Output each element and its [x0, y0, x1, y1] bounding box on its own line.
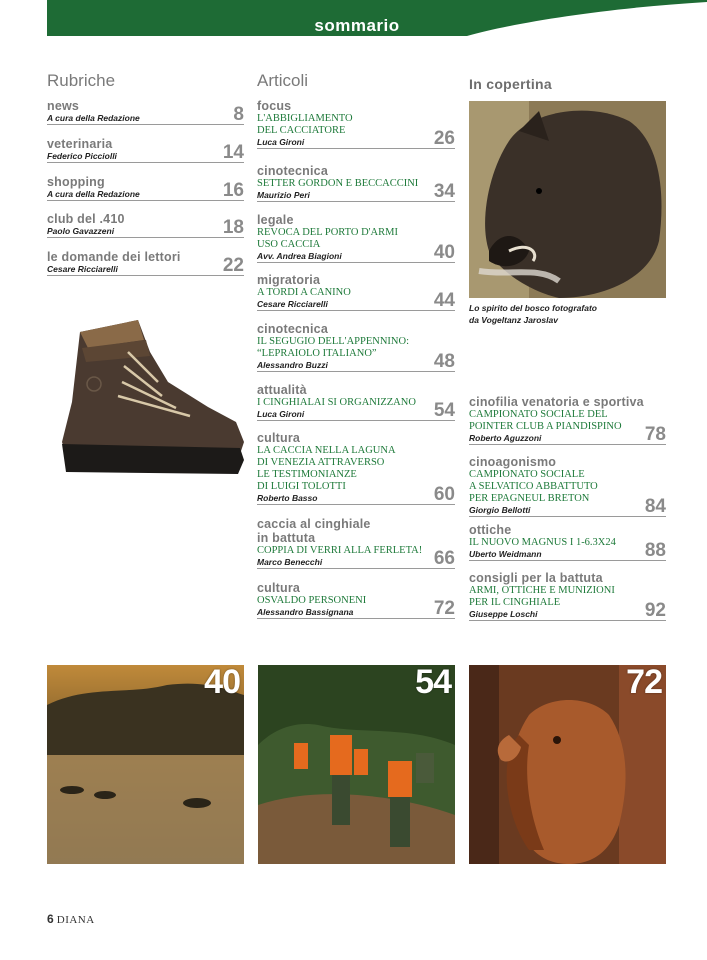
right-article-title: CAMPIONATO SOCIALE A SELVATICO ABBATTUTO PER EPAGNEUL BRETON — [469, 469, 598, 504]
cover-caption: Lo spirito del bosco fotografato da Vogeltanz Jaroslav — [469, 303, 597, 325]
articolo-author: Cesare Ricciarelli — [257, 299, 328, 309]
articolo-category: cinotecnica — [257, 164, 328, 178]
rubrica-category: club del .410 — [47, 212, 125, 226]
articolo-author: Roberto Basso — [257, 493, 318, 503]
articolo-entry — [257, 322, 455, 372]
rubrica-category: veterinaria — [47, 137, 113, 151]
articolo-author: Maurizio Peri — [257, 190, 310, 200]
articolo-entry — [257, 431, 455, 505]
articolo-page: 48 — [433, 351, 455, 372]
rubrica-page: 18 — [222, 217, 244, 238]
photo-dog-page: 72 — [626, 665, 662, 701]
rubrica-author: Federico Picciolli — [47, 151, 117, 161]
rubrica-author: A cura della Redazione — [47, 113, 140, 123]
articolo-entry — [257, 164, 455, 202]
articolo-title: OSVALDO PERSONENI — [257, 595, 367, 606]
rubrica-author: Paolo Gavazzeni — [47, 226, 115, 236]
articolo-author: Alessandro Buzzi — [257, 360, 328, 370]
right-article-entry — [469, 455, 666, 517]
articolo-page: 60 — [433, 484, 455, 505]
rubrica-page: 16 — [222, 180, 244, 201]
articolo-category: attualità — [257, 383, 307, 397]
articolo-page: 40 — [433, 242, 455, 263]
rubrica-entry — [47, 99, 244, 125]
footer — [47, 912, 95, 926]
rubrica-author: Cesare Ricciarelli — [47, 264, 118, 274]
articolo-category: legale — [257, 213, 294, 227]
articolo-entry — [257, 383, 455, 421]
right-article-category: cinofilia venatoria e sportiva — [469, 395, 644, 409]
rubrica-entry — [47, 250, 244, 276]
articolo-author: Alessandro Bassignana — [257, 607, 354, 617]
articolo-title: A TORDI A CANINO — [257, 287, 351, 298]
cover-photo-boar — [469, 101, 666, 298]
header-banner — [47, 0, 707, 34]
articolo-title: SETTER GORDON E BECCACCINI — [257, 178, 419, 189]
articolo-author: Luca Gironi — [257, 409, 305, 419]
photo-dog-carving — [469, 665, 666, 864]
right-article-page: 84 — [644, 496, 666, 517]
page-title: sommario — [314, 16, 400, 35]
articolo-category: cinotecnica — [257, 322, 328, 336]
right-article-category: cinoagonismo — [469, 455, 557, 469]
rubrica-entry — [47, 212, 244, 238]
right-article-author: Roberto Aguzzoni — [469, 433, 542, 443]
articolo-title: I CINGHIALAI SI ORGANIZZANO — [257, 397, 416, 408]
articolo-page: 66 — [433, 548, 455, 569]
right-article-entry — [469, 523, 666, 561]
rubrica-category: news — [47, 99, 80, 113]
right-article-page: 88 — [644, 540, 666, 561]
rubrica-author: A cura della Redazione — [47, 189, 140, 199]
articolo-category: migratoria — [257, 273, 321, 287]
photo-ducks — [47, 665, 244, 864]
right-article-author: Giuseppe Loschi — [469, 609, 538, 619]
right-article-entry — [469, 571, 666, 621]
footer-magazine-name: DIANA — [56, 914, 95, 926]
photo-hunters-page: 54 — [415, 665, 451, 701]
articolo-entry — [257, 581, 455, 619]
rubrica-page: 14 — [222, 142, 244, 163]
articolo-entry — [257, 273, 455, 311]
articoli-heading: Articoli — [257, 71, 309, 90]
right-article-title: IL NUOVO MAGNUS I 1-6.3X24 — [469, 537, 616, 548]
articolo-category: caccia al cinghiale in battuta — [257, 517, 371, 545]
articolo-category: cultura — [257, 431, 301, 445]
photo-ducks-page: 40 — [204, 665, 240, 701]
articolo-page: 34 — [433, 181, 455, 202]
right-article-title: CAMPIONATO SOCIALE DEL POINTER CLUB A PIANDISPINO — [469, 409, 622, 432]
articolo-title: IL SEGUGIO DELL'APPENNINO: “LEPRAIOLO ITALIANO” — [257, 336, 409, 359]
articolo-author: Avv. Andrea Biagioni — [257, 251, 342, 261]
right-article-category: consigli per la battuta — [469, 571, 603, 585]
articolo-entry — [257, 213, 455, 263]
right-article-title: ARMI, OTTICHE E MUNIZIONI PER IL CINGHIALE — [469, 585, 615, 608]
articolo-category: focus — [257, 99, 292, 113]
rubrica-entry — [47, 175, 244, 201]
articolo-title: COPPIA DI VERRI ALLA FERLETA! — [257, 545, 423, 556]
boot-image — [58, 312, 248, 482]
articolo-page: 44 — [433, 290, 455, 311]
articolo-author: Luca Gironi — [257, 137, 305, 147]
rubrica-page: 8 — [233, 104, 244, 125]
rubriche-heading: Rubriche — [47, 71, 116, 90]
articolo-entry — [257, 517, 455, 569]
photo-hunters — [258, 665, 455, 864]
right-article-author: Giorgio Bellotti — [469, 505, 531, 515]
articolo-page: 26 — [433, 128, 455, 149]
articolo-title: L'ABBIGLIAMENTO DEL CACCIATORE — [257, 113, 353, 136]
right-article-entry — [469, 395, 666, 445]
right-article-category: ottiche — [469, 523, 512, 537]
rubrica-page: 22 — [222, 255, 244, 276]
articolo-page: 54 — [433, 400, 455, 421]
right-article-page: 92 — [644, 600, 666, 621]
articolo-page: 72 — [433, 598, 455, 619]
right-article-author: Uberto Weidmann — [469, 549, 542, 559]
right-article-page: 78 — [644, 424, 666, 445]
rubrica-category: shopping — [47, 175, 105, 189]
rubrica-category: le domande dei lettori — [47, 250, 181, 264]
articolo-author: Marco Benecchi — [257, 557, 323, 567]
rubrica-entry — [47, 137, 244, 163]
articolo-title: REVOCA DEL PORTO D'ARMI USO CACCIA — [257, 227, 398, 250]
articolo-entry — [257, 99, 455, 149]
copertina-heading: In copertina — [469, 76, 552, 92]
articolo-category: cultura — [257, 581, 301, 595]
footer-page-number: 6 — [47, 912, 54, 926]
articolo-title: LA CACCIA NELLA LAGUNA DI VENEZIA ATTRAVERSO LE TESTIMONIANZE DI LUIGI TOLOTTI — [257, 445, 396, 492]
